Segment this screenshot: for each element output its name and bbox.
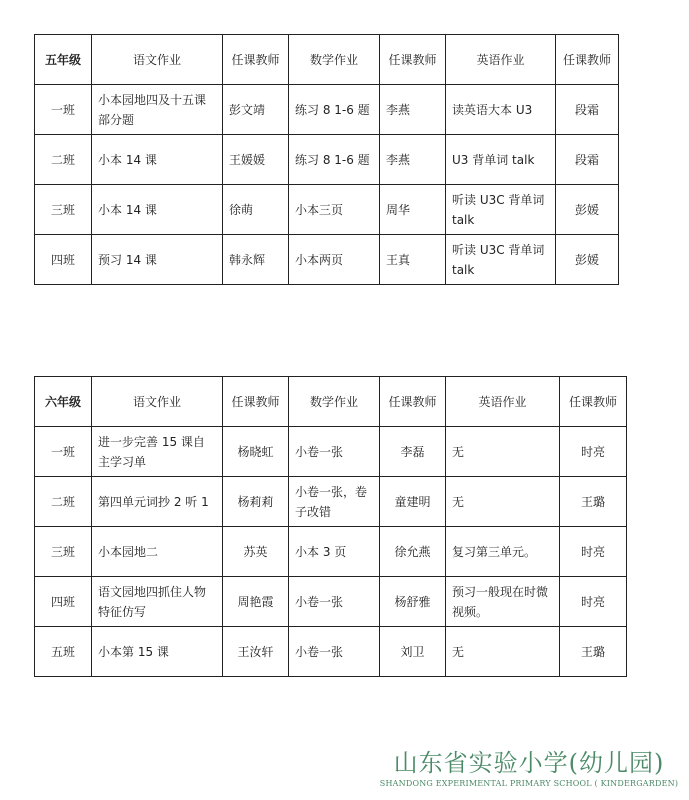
english-homework: 复习第三单元。 <box>446 527 560 577</box>
header-math-teacher: 任课教师 <box>380 35 446 85</box>
math-homework: 练习 8 1-6 题 <box>289 85 380 135</box>
header-english-teacher: 任课教师 <box>560 377 627 427</box>
chinese-teacher: 彭文靖 <box>223 85 289 135</box>
math-teacher: 李燕 <box>380 135 446 185</box>
table-header-row <box>35 377 627 427</box>
math-homework: 小卷一张，卷子改错 <box>289 477 380 527</box>
table-row <box>35 477 627 527</box>
header-chinese-teacher: 任课教师 <box>223 35 289 85</box>
math-teacher: 杨舒雅 <box>380 577 446 627</box>
math-homework: 小卷一张 <box>289 427 380 477</box>
chinese-teacher: 周艳霞 <box>223 577 289 627</box>
table-row <box>35 235 619 285</box>
chinese-homework: 小本 14 课 <box>92 135 223 185</box>
math-teacher: 李磊 <box>380 427 446 477</box>
english-homework: 无 <box>446 627 560 677</box>
class-name: 二班 <box>35 477 92 527</box>
class-name: 四班 <box>35 577 92 627</box>
chinese-homework: 小本园地四及十五课部分题 <box>92 85 223 135</box>
english-teacher: 时亮 <box>560 527 627 577</box>
class-name: 五班 <box>35 627 92 677</box>
table-row <box>35 427 627 477</box>
grade-label: 五年级 <box>35 35 92 85</box>
grade5-homework-table <box>34 34 619 285</box>
math-teacher: 李燕 <box>380 85 446 135</box>
math-teacher: 王真 <box>380 235 446 285</box>
class-name: 三班 <box>35 185 92 235</box>
grade6-homework-table <box>34 376 627 677</box>
header-math-homework: 数学作业 <box>289 35 380 85</box>
english-homework: 无 <box>446 427 560 477</box>
english-teacher: 王璐 <box>560 477 627 527</box>
math-teacher: 童建明 <box>380 477 446 527</box>
table-header-row <box>35 35 619 85</box>
chinese-homework: 小本 14 课 <box>92 185 223 235</box>
header-chinese-homework: 语文作业 <box>92 35 223 85</box>
header-chinese-homework: 语文作业 <box>92 377 223 427</box>
english-teacher: 彭媛 <box>556 235 619 285</box>
chinese-teacher: 苏英 <box>223 527 289 577</box>
chinese-teacher: 王汝轩 <box>223 627 289 677</box>
math-homework: 小本两页 <box>289 235 380 285</box>
chinese-teacher: 杨莉莉 <box>223 477 289 527</box>
school-name-en: SHANDONG EXPERIMENTAL PRIMARY SCHOOL ( KINDERGARDEN) <box>379 779 679 788</box>
math-teacher: 徐允燕 <box>380 527 446 577</box>
school-name-cn: 山东省实验小学(幼儿园) <box>393 749 665 777</box>
math-teacher: 周华 <box>380 185 446 235</box>
english-homework: 无 <box>446 477 560 527</box>
english-teacher: 段霜 <box>556 85 619 135</box>
class-name: 四班 <box>35 235 92 285</box>
english-homework: 听读 U3C 背单词 talk <box>446 235 556 285</box>
english-teacher: 段霜 <box>556 135 619 185</box>
chinese-homework: 预习 14 课 <box>92 235 223 285</box>
chinese-homework: 小本第 15 课 <box>92 627 223 677</box>
table-row <box>35 135 619 185</box>
header-math-homework: 数学作业 <box>289 377 380 427</box>
english-teacher: 时亮 <box>560 427 627 477</box>
chinese-homework: 进一步完善 15 课自主学习单 <box>92 427 223 477</box>
chinese-teacher: 王媛媛 <box>223 135 289 185</box>
header-english-homework: 英语作业 <box>446 377 560 427</box>
table-row <box>35 85 619 135</box>
grade-label: 六年级 <box>35 377 92 427</box>
chinese-homework: 语文园地四抓住人物特征仿写 <box>92 577 223 627</box>
header-english-teacher: 任课教师 <box>556 35 619 85</box>
class-name: 三班 <box>35 527 92 577</box>
table-row <box>35 627 627 677</box>
math-teacher: 刘卫 <box>380 627 446 677</box>
english-homework: 预习一般现在时微视频。 <box>446 577 560 627</box>
english-homework: 读英语大本 U3 <box>446 85 556 135</box>
header-chinese-teacher: 任课教师 <box>223 377 289 427</box>
class-name: 二班 <box>35 135 92 185</box>
school-logo <box>379 748 679 790</box>
english-teacher: 彭媛 <box>556 185 619 235</box>
class-name: 一班 <box>35 85 92 135</box>
chinese-homework: 小本园地二 <box>92 527 223 577</box>
class-name: 一班 <box>35 427 92 477</box>
math-homework: 小本 3 页 <box>289 527 380 577</box>
header-english-homework: 英语作业 <box>446 35 556 85</box>
chinese-teacher: 杨晓虹 <box>223 427 289 477</box>
header-math-teacher: 任课教师 <box>380 377 446 427</box>
english-homework: U3 背单词 talk <box>446 135 556 185</box>
math-homework: 小卷一张 <box>289 577 380 627</box>
table-row <box>35 577 627 627</box>
chinese-teacher: 徐萌 <box>223 185 289 235</box>
math-homework: 小本三页 <box>289 185 380 235</box>
english-homework: 听读 U3C 背单词 talk <box>446 185 556 235</box>
table-row <box>35 185 619 235</box>
chinese-teacher: 韩永辉 <box>223 235 289 285</box>
table-row <box>35 527 627 577</box>
chinese-homework: 第四单元词抄 2 听 1 <box>92 477 223 527</box>
english-teacher: 王璐 <box>560 627 627 677</box>
math-homework: 练习 8 1-6 题 <box>289 135 380 185</box>
english-teacher: 时亮 <box>560 577 627 627</box>
math-homework: 小卷一张 <box>289 627 380 677</box>
